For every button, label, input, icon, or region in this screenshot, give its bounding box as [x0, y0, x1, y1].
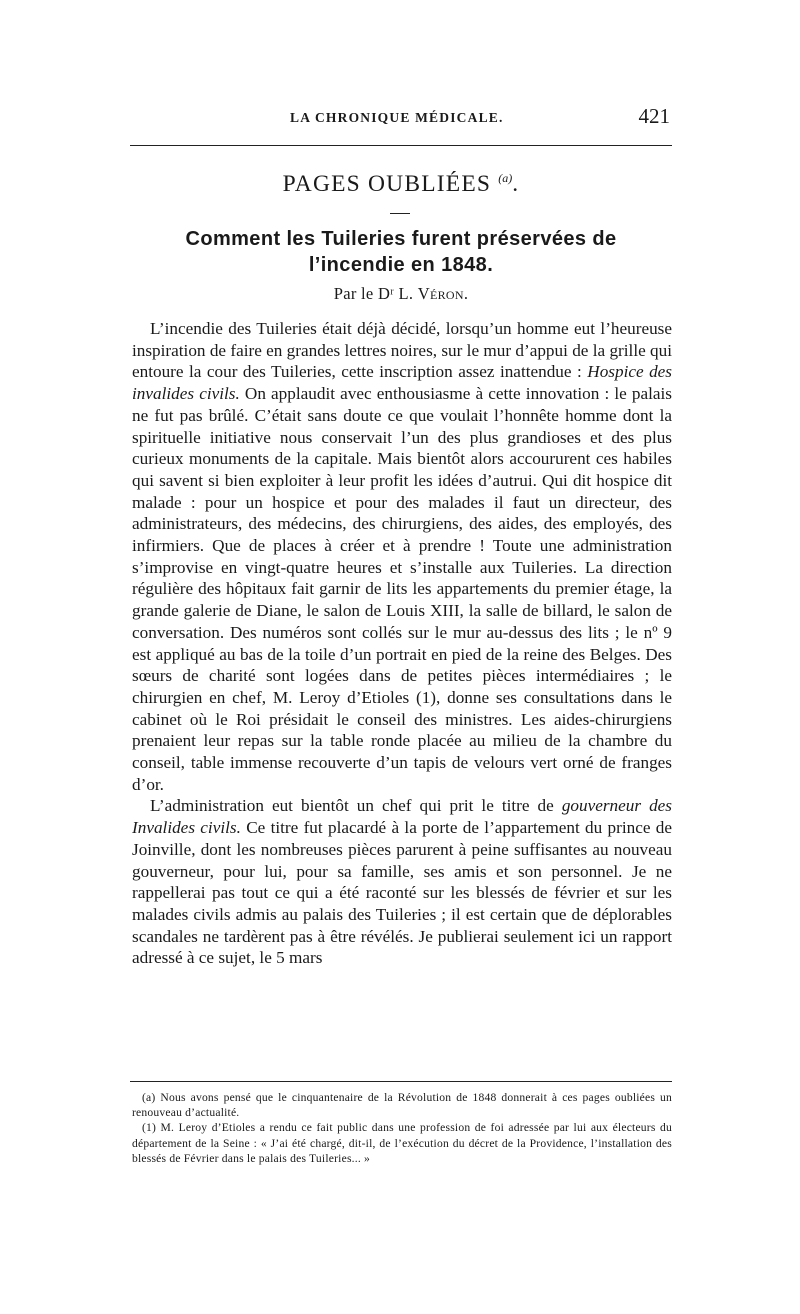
- paragraph-1-text-b: On applaudit avec enthousiasme à cette innovation : le palais ne fut pas brûlé. C’était sans doute ce que voulait l’honnête homme dont la spirituelle initiative nous conservait l’un des plus grandioses et des plus curieux monuments de la capitale. Mais bientôt alors accoururent ces habiles qui savent si bien exploiter à leur profit les idées d’autrui. Qui dit hospice dit malade : pour un hospice et pour des malades il faut un directeur, des administrateurs, des médecins, des chirurgiens, des aides, des employés, des infirmiers. Que de places à créer et à prendre ! Toute une administration s’improvise en vingt-quatre heures et s’installe aux Tuileries. La direction régulière des hôpitaux fait garnir de lits les appartements du premier étage, la grande galerie de Diane, le salon de Louis XIII, la salle de billard, le salon de conversation. Des numéros sont collés sur le mur au-dessus des lits ; le nº 9 est appliqué au bas de la toile d’un portrait en pied de la reine des Belges. Des sœurs de charité sont logées dans de petites pièces intermédiaires ; le chirurgien en chef, M. Leroy d’Etioles (1), donne ses consultations dans le cabinet où le Roi présidait le conseil des ministres. Les aides-chirurgiens prenaient leur repas sur la table ronde placée au milieu de la chambre du conseil, table immense recouverte d’un tapis de velours vert orné de franges d’or.: [132, 384, 672, 794]
- running-title: LA CHRONIQUE MÉDICALE.: [290, 110, 504, 125]
- title-dash: [390, 213, 410, 214]
- page-number: 421: [638, 104, 670, 128]
- section-title-period: .: [512, 171, 520, 197]
- footnote-rule: [130, 1081, 672, 1082]
- paragraph-1: [132, 318, 672, 795]
- author-prefix: Par le Dʳ L.: [333, 284, 414, 303]
- author-byline: [130, 284, 672, 304]
- article-title-line-1: Comment les Tuileries furent préservées de: [185, 228, 617, 250]
- footnote-a: (a) Nous avons pensé que le cinquantenaire de la Révolution de 1848 donnerait à ces pages oubliées un renouveau d’actualité.: [132, 1091, 672, 1120]
- paragraph-2: [132, 795, 672, 969]
- section-title-text: PAGES OUBLIÉES: [282, 171, 492, 197]
- footnote-ref-a: (a): [498, 171, 513, 186]
- article-title-line-2: l’incendie en 1848.: [308, 254, 494, 276]
- footnote-1: (1) M. Leroy d’Etioles a rendu ce fait public dans une profession de foi adressée par lui aux électeurs du département de la Seine : « J’ai été chargé, dit-il, de l’exécution du décret de la Providence, l’installation des blessés de Février dans le palais des Tuileries... »: [132, 1121, 672, 1165]
- header-rule: [130, 145, 672, 146]
- article-title: [130, 226, 672, 278]
- section-title: [130, 171, 672, 198]
- paragraph-2-text-b: Ce titre fut placardé à la porte de l’appartement du prince de Joinville, dont les nombreuses pièces parurent à peine suffisantes au nouveau gouverneur, pour lui, pour sa famille, ses amis et son personnel. Je ne rappellerai pas tout ce qui a été raconté sur les blessés de février et sur les malades civils admis au palais des Tuileries ; il est certain que de déplorables scandales ne tardèrent pas à être révélés. Je publierai seulement ici un rapport adressé à ce sujet, le 5 mars: [132, 818, 672, 968]
- author-name: Véron.: [417, 284, 469, 303]
- footnotes: [132, 1090, 672, 1166]
- paragraph-2-text-a: L’administration eut bientôt un chef qui prit le titre de: [150, 796, 554, 816]
- paragraph-1-text-a: L’incendie des Tuileries était déjà décidé, lorsqu’un homme eut l’heureuse inspiration de faire en grandes lettres noires, sur le mur d’appui de la grille qui entoure la cour des Tuileries, cette inscription assez inattendue :: [132, 319, 672, 382]
- article-body: [132, 318, 672, 969]
- running-head: [130, 104, 670, 134]
- paragraph-2-italic: gouverneur des Invalides civils.: [132, 796, 672, 838]
- paragraph-1-italic: Hospice des invalides civils.: [132, 362, 672, 404]
